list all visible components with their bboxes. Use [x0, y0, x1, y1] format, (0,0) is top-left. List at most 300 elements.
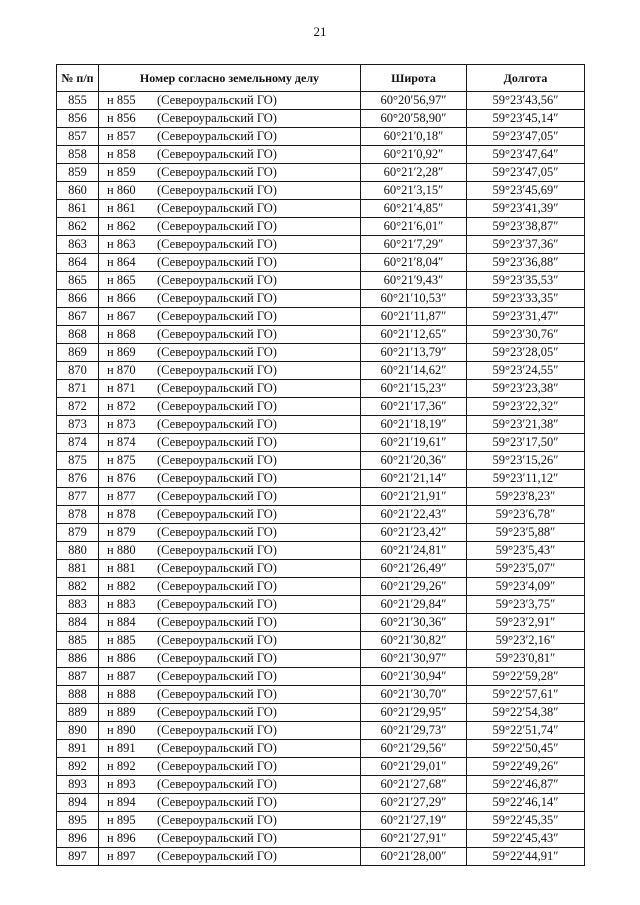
header-longitude: Долгота: [467, 65, 585, 92]
longitude-cell: 59°23′24,55″: [467, 362, 585, 380]
table-row: [57, 668, 585, 686]
land-case-number-cell: [99, 722, 361, 740]
land-case-number-cell: [99, 434, 361, 452]
point-id: н 896: [107, 831, 136, 846]
region-name: (Североуральский ГО): [157, 417, 277, 432]
point-id: н 894: [107, 795, 136, 810]
point-id: н 877: [107, 489, 136, 504]
land-case-number-cell: [99, 740, 361, 758]
point-id: н 870: [107, 363, 136, 378]
longitude-cell: 59°22′46,14″: [467, 794, 585, 812]
longitude-cell: 59°22′46,87″: [467, 776, 585, 794]
region-name: (Североуральский ГО): [157, 669, 277, 684]
row-number: 889: [57, 704, 99, 722]
row-number: 894: [57, 794, 99, 812]
land-case-number-cell: [99, 146, 361, 164]
table-row: [57, 650, 585, 668]
row-number: 893: [57, 776, 99, 794]
land-case-number-cell: [99, 470, 361, 488]
latitude-cell: 60°21′3,15″: [361, 182, 467, 200]
latitude-cell: 60°21′30,97″: [361, 650, 467, 668]
region-name: (Североуральский ГО): [157, 399, 277, 414]
table-row: [57, 578, 585, 596]
land-case-number-cell: [99, 236, 361, 254]
latitude-cell: 60°21′27,29″: [361, 794, 467, 812]
table-row: [57, 128, 585, 146]
land-case-number-cell: [99, 830, 361, 848]
region-name: (Североуральский ГО): [157, 147, 277, 162]
row-number: 878: [57, 506, 99, 524]
row-number: 873: [57, 416, 99, 434]
latitude-cell: 60°21′20,36″: [361, 452, 467, 470]
table-row: [57, 470, 585, 488]
row-number: 866: [57, 290, 99, 308]
row-number: 860: [57, 182, 99, 200]
longitude-cell: 59°23′38,87″: [467, 218, 585, 236]
point-id: н 873: [107, 417, 136, 432]
longitude-cell: 59°23′45,14″: [467, 110, 585, 128]
table-row: [57, 452, 585, 470]
longitude-cell: 59°23′6,78″: [467, 506, 585, 524]
table-row: [57, 200, 585, 218]
row-number: 858: [57, 146, 99, 164]
table-row: [57, 218, 585, 236]
row-number: 883: [57, 596, 99, 614]
latitude-cell: 60°21′27,19″: [361, 812, 467, 830]
table-row: [57, 164, 585, 182]
latitude-cell: 60°21′8,04″: [361, 254, 467, 272]
table-row: [57, 830, 585, 848]
longitude-cell: 59°23′0,81″: [467, 650, 585, 668]
land-case-number-cell: [99, 686, 361, 704]
point-id: н 871: [107, 381, 136, 396]
region-name: (Североуральский ГО): [157, 111, 277, 126]
point-id: н 869: [107, 345, 136, 360]
land-case-number-cell: [99, 362, 361, 380]
region-name: (Североуральский ГО): [157, 507, 277, 522]
region-name: (Североуральский ГО): [157, 327, 277, 342]
row-number: 888: [57, 686, 99, 704]
land-case-number-cell: [99, 812, 361, 830]
row-number: 896: [57, 830, 99, 848]
latitude-cell: 60°20′56,97″: [361, 92, 467, 110]
latitude-cell: 60°21′24,81″: [361, 542, 467, 560]
longitude-cell: 59°23′17,50″: [467, 434, 585, 452]
land-case-number-cell: [99, 182, 361, 200]
longitude-cell: 59°22′44,91″: [467, 848, 585, 866]
row-number: 885: [57, 632, 99, 650]
point-id: н 872: [107, 399, 136, 414]
latitude-cell: 60°21′7,29″: [361, 236, 467, 254]
row-number: 863: [57, 236, 99, 254]
table-row: [57, 362, 585, 380]
latitude-cell: 60°21′19,61″: [361, 434, 467, 452]
region-name: (Североуральский ГО): [157, 489, 277, 504]
longitude-cell: 59°23′4,09″: [467, 578, 585, 596]
region-name: (Североуральский ГО): [157, 795, 277, 810]
latitude-cell: 60°21′30,82″: [361, 632, 467, 650]
table-row: [57, 182, 585, 200]
point-id: н 862: [107, 219, 136, 234]
region-name: (Североуральский ГО): [157, 129, 277, 144]
table-row: [57, 812, 585, 830]
point-id: н 867: [107, 309, 136, 324]
longitude-cell: 59°23′45,69″: [467, 182, 585, 200]
region-name: (Североуральский ГО): [157, 363, 277, 378]
point-id: н 860: [107, 183, 136, 198]
point-id: н 890: [107, 723, 136, 738]
longitude-cell: 59°23′22,32″: [467, 398, 585, 416]
land-case-number-cell: [99, 254, 361, 272]
row-number: 865: [57, 272, 99, 290]
latitude-cell: 60°21′6,01″: [361, 218, 467, 236]
land-case-number-cell: [99, 308, 361, 326]
longitude-cell: 59°23′36,88″: [467, 254, 585, 272]
land-case-number-cell: [99, 794, 361, 812]
header-land-case-number: Номер согласно земельному делу: [99, 65, 361, 92]
region-name: (Североуральский ГО): [157, 741, 277, 756]
region-name: (Североуральский ГО): [157, 345, 277, 360]
longitude-cell: 59°22′57,61″: [467, 686, 585, 704]
row-number: 887: [57, 668, 99, 686]
longitude-cell: 59°22′49,26″: [467, 758, 585, 776]
latitude-cell: 60°21′0,18″: [361, 128, 467, 146]
longitude-cell: 59°23′8,23″: [467, 488, 585, 506]
point-id: н 892: [107, 759, 136, 774]
table-row: [57, 92, 585, 110]
region-name: (Североуральский ГО): [157, 759, 277, 774]
region-name: (Североуральский ГО): [157, 723, 277, 738]
longitude-cell: 59°22′54,38″: [467, 704, 585, 722]
latitude-cell: 60°21′2,28″: [361, 164, 467, 182]
row-number: 875: [57, 452, 99, 470]
latitude-cell: 60°21′17,36″: [361, 398, 467, 416]
longitude-cell: 59°23′47,05″: [467, 128, 585, 146]
table-row: [57, 416, 585, 434]
row-number: 864: [57, 254, 99, 272]
point-id: н 868: [107, 327, 136, 342]
region-name: (Североуральский ГО): [157, 633, 277, 648]
latitude-cell: 60°21′11,87″: [361, 308, 467, 326]
longitude-cell: 59°23′35,53″: [467, 272, 585, 290]
point-id: н 864: [107, 255, 136, 270]
point-id: н 859: [107, 165, 136, 180]
latitude-cell: 60°21′15,23″: [361, 380, 467, 398]
point-id: н 886: [107, 651, 136, 666]
latitude-cell: 60°21′18,19″: [361, 416, 467, 434]
table-row: [57, 308, 585, 326]
land-case-number-cell: [99, 164, 361, 182]
longitude-cell: 59°22′59,28″: [467, 668, 585, 686]
land-case-number-cell: [99, 380, 361, 398]
land-case-number-cell: [99, 506, 361, 524]
table-row: [57, 524, 585, 542]
region-name: (Североуральский ГО): [157, 651, 277, 666]
longitude-cell: 59°23′28,05″: [467, 344, 585, 362]
table-body: [57, 92, 585, 866]
longitude-cell: 59°23′23,38″: [467, 380, 585, 398]
point-id: н 855: [107, 93, 136, 108]
table-row: [57, 272, 585, 290]
land-case-number-cell: [99, 560, 361, 578]
point-id: н 884: [107, 615, 136, 630]
land-case-number-cell: [99, 668, 361, 686]
table-row: [57, 776, 585, 794]
row-number: 886: [57, 650, 99, 668]
table-row: [57, 380, 585, 398]
land-case-number-cell: [99, 128, 361, 146]
table-row: [57, 614, 585, 632]
row-number: 884: [57, 614, 99, 632]
row-number: 857: [57, 128, 99, 146]
table-row: [57, 740, 585, 758]
longitude-cell: 59°23′21,38″: [467, 416, 585, 434]
point-id: н 875: [107, 453, 136, 468]
row-number: 890: [57, 722, 99, 740]
row-number: 877: [57, 488, 99, 506]
longitude-cell: 59°23′15,26″: [467, 452, 585, 470]
table-row: [57, 848, 585, 866]
latitude-cell: 60°21′10,53″: [361, 290, 467, 308]
table-row: [57, 326, 585, 344]
land-case-number-cell: [99, 704, 361, 722]
latitude-cell: 60°21′9,43″: [361, 272, 467, 290]
latitude-cell: 60°20′58,90″: [361, 110, 467, 128]
region-name: (Североуральский ГО): [157, 93, 277, 108]
table-row: [57, 686, 585, 704]
point-id: н 866: [107, 291, 136, 306]
latitude-cell: 60°21′26,49″: [361, 560, 467, 578]
point-id: н 856: [107, 111, 136, 126]
latitude-cell: 60°21′29,95″: [361, 704, 467, 722]
longitude-cell: 59°23′3,75″: [467, 596, 585, 614]
latitude-cell: 60°21′4,85″: [361, 200, 467, 218]
longitude-cell: 59°23′5,88″: [467, 524, 585, 542]
longitude-cell: 59°23′47,64″: [467, 146, 585, 164]
region-name: (Североуральский ГО): [157, 777, 277, 792]
longitude-cell: 59°23′2,91″: [467, 614, 585, 632]
row-number: 874: [57, 434, 99, 452]
region-name: (Североуральский ГО): [157, 435, 277, 450]
table-row: [57, 560, 585, 578]
longitude-cell: 59°23′43,56″: [467, 92, 585, 110]
region-name: (Североуральский ГО): [157, 813, 277, 828]
region-name: (Североуральский ГО): [157, 453, 277, 468]
latitude-cell: 60°21′29,56″: [361, 740, 467, 758]
header-row-number: № п/п: [57, 65, 99, 92]
table-row: [57, 110, 585, 128]
point-id: н 891: [107, 741, 136, 756]
row-number: 880: [57, 542, 99, 560]
latitude-cell: 60°21′21,91″: [361, 488, 467, 506]
point-id: н 887: [107, 669, 136, 684]
region-name: (Североуральский ГО): [157, 561, 277, 576]
land-case-number-cell: [99, 218, 361, 236]
land-case-number-cell: [99, 632, 361, 650]
table-row: [57, 398, 585, 416]
latitude-cell: 60°21′14,62″: [361, 362, 467, 380]
region-name: (Североуральский ГО): [157, 219, 277, 234]
land-case-number-cell: [99, 344, 361, 362]
table-row: [57, 794, 585, 812]
point-id: н 895: [107, 813, 136, 828]
latitude-cell: 60°21′30,36″: [361, 614, 467, 632]
row-number: 876: [57, 470, 99, 488]
region-name: (Североуральский ГО): [157, 309, 277, 324]
land-case-number-cell: [99, 92, 361, 110]
latitude-cell: 60°21′29,01″: [361, 758, 467, 776]
point-id: н 876: [107, 471, 136, 486]
region-name: (Североуральский ГО): [157, 597, 277, 612]
row-number: 872: [57, 398, 99, 416]
point-id: н 882: [107, 579, 136, 594]
latitude-cell: 60°21′0,92″: [361, 146, 467, 164]
land-case-number-cell: [99, 542, 361, 560]
longitude-cell: 59°22′51,74″: [467, 722, 585, 740]
land-case-number-cell: [99, 758, 361, 776]
row-number: 870: [57, 362, 99, 380]
row-number: 871: [57, 380, 99, 398]
table-row: [57, 506, 585, 524]
land-case-number-cell: [99, 848, 361, 866]
table-row: [57, 542, 585, 560]
table-row: [57, 488, 585, 506]
land-case-number-cell: [99, 416, 361, 434]
point-id: н 893: [107, 777, 136, 792]
row-number: 879: [57, 524, 99, 542]
longitude-cell: 59°23′37,36″: [467, 236, 585, 254]
region-name: (Североуральский ГО): [157, 201, 277, 216]
latitude-cell: 60°21′28,00″: [361, 848, 467, 866]
land-case-number-cell: [99, 650, 361, 668]
table-row: [57, 758, 585, 776]
land-case-number-cell: [99, 290, 361, 308]
page-number: 21: [313, 24, 327, 39]
land-case-number-cell: [99, 614, 361, 632]
land-case-number-cell: [99, 110, 361, 128]
land-case-number-cell: [99, 326, 361, 344]
point-id: н 858: [107, 147, 136, 162]
region-name: (Североуральский ГО): [157, 381, 277, 396]
latitude-cell: 60°21′30,94″: [361, 668, 467, 686]
land-case-number-cell: [99, 200, 361, 218]
latitude-cell: 60°21′13,79″: [361, 344, 467, 362]
region-name: (Североуральский ГО): [157, 615, 277, 630]
region-name: (Североуральский ГО): [157, 831, 277, 846]
row-number: 882: [57, 578, 99, 596]
region-name: (Североуральский ГО): [157, 687, 277, 702]
region-name: (Североуральский ГО): [157, 255, 277, 270]
row-number: 867: [57, 308, 99, 326]
latitude-cell: 60°21′29,84″: [361, 596, 467, 614]
point-id: н 897: [107, 849, 136, 864]
region-name: (Североуральский ГО): [157, 291, 277, 306]
latitude-cell: 60°21′21,14″: [361, 470, 467, 488]
row-number: 855: [57, 92, 99, 110]
longitude-cell: 59°23′33,35″: [467, 290, 585, 308]
row-number: 895: [57, 812, 99, 830]
point-id: н 888: [107, 687, 136, 702]
point-id: н 863: [107, 237, 136, 252]
latitude-cell: 60°21′12,65″: [361, 326, 467, 344]
region-name: (Североуральский ГО): [157, 183, 277, 198]
land-case-number-cell: [99, 452, 361, 470]
region-name: (Североуральский ГО): [157, 273, 277, 288]
table-row: [57, 632, 585, 650]
point-id: н 861: [107, 201, 136, 216]
header-latitude: Широта: [361, 65, 467, 92]
longitude-cell: 59°23′41,39″: [467, 200, 585, 218]
table-row: [57, 290, 585, 308]
region-name: (Североуральский ГО): [157, 525, 277, 540]
land-case-number-cell: [99, 578, 361, 596]
longitude-cell: 59°23′5,07″: [467, 560, 585, 578]
latitude-cell: 60°21′29,73″: [361, 722, 467, 740]
table-row: [57, 254, 585, 272]
land-case-number-cell: [99, 596, 361, 614]
longitude-cell: 59°22′45,35″: [467, 812, 585, 830]
region-name: (Североуральский ГО): [157, 543, 277, 558]
land-case-number-cell: [99, 272, 361, 290]
point-id: н 883: [107, 597, 136, 612]
land-case-number-cell: [99, 488, 361, 506]
row-number: 856: [57, 110, 99, 128]
latitude-cell: 60°21′29,26″: [361, 578, 467, 596]
land-case-number-cell: [99, 524, 361, 542]
table-row: [57, 236, 585, 254]
land-case-number-cell: [99, 398, 361, 416]
latitude-cell: 60°21′27,68″: [361, 776, 467, 794]
latitude-cell: 60°21′27,91″: [361, 830, 467, 848]
table-row: [57, 704, 585, 722]
table-row: [57, 722, 585, 740]
table-row: [57, 596, 585, 614]
row-number: 892: [57, 758, 99, 776]
land-case-number-cell: [99, 776, 361, 794]
longitude-cell: 59°23′30,76″: [467, 326, 585, 344]
table-row: [57, 344, 585, 362]
row-number: 859: [57, 164, 99, 182]
longitude-cell: 59°23′11,12″: [467, 470, 585, 488]
region-name: (Североуральский ГО): [157, 705, 277, 720]
region-name: (Североуральский ГО): [157, 471, 277, 486]
row-number: 897: [57, 848, 99, 866]
latitude-cell: 60°21′22,43″: [361, 506, 467, 524]
point-id: н 865: [107, 273, 136, 288]
row-number: 862: [57, 218, 99, 236]
point-id: н 878: [107, 507, 136, 522]
coordinates-table: [56, 64, 585, 866]
point-id: н 881: [107, 561, 136, 576]
row-number: 868: [57, 326, 99, 344]
region-name: (Североуральский ГО): [157, 237, 277, 252]
longitude-cell: 59°23′31,47″: [467, 308, 585, 326]
region-name: (Североуральский ГО): [157, 579, 277, 594]
table-row: [57, 434, 585, 452]
point-id: н 879: [107, 525, 136, 540]
point-id: н 857: [107, 129, 136, 144]
row-number: 891: [57, 740, 99, 758]
point-id: н 889: [107, 705, 136, 720]
region-name: (Североуральский ГО): [157, 849, 277, 864]
region-name: (Североуральский ГО): [157, 165, 277, 180]
table-row: [57, 146, 585, 164]
row-number: 869: [57, 344, 99, 362]
point-id: н 874: [107, 435, 136, 450]
longitude-cell: 59°23′5,43″: [467, 542, 585, 560]
point-id: н 880: [107, 543, 136, 558]
row-number: 881: [57, 560, 99, 578]
